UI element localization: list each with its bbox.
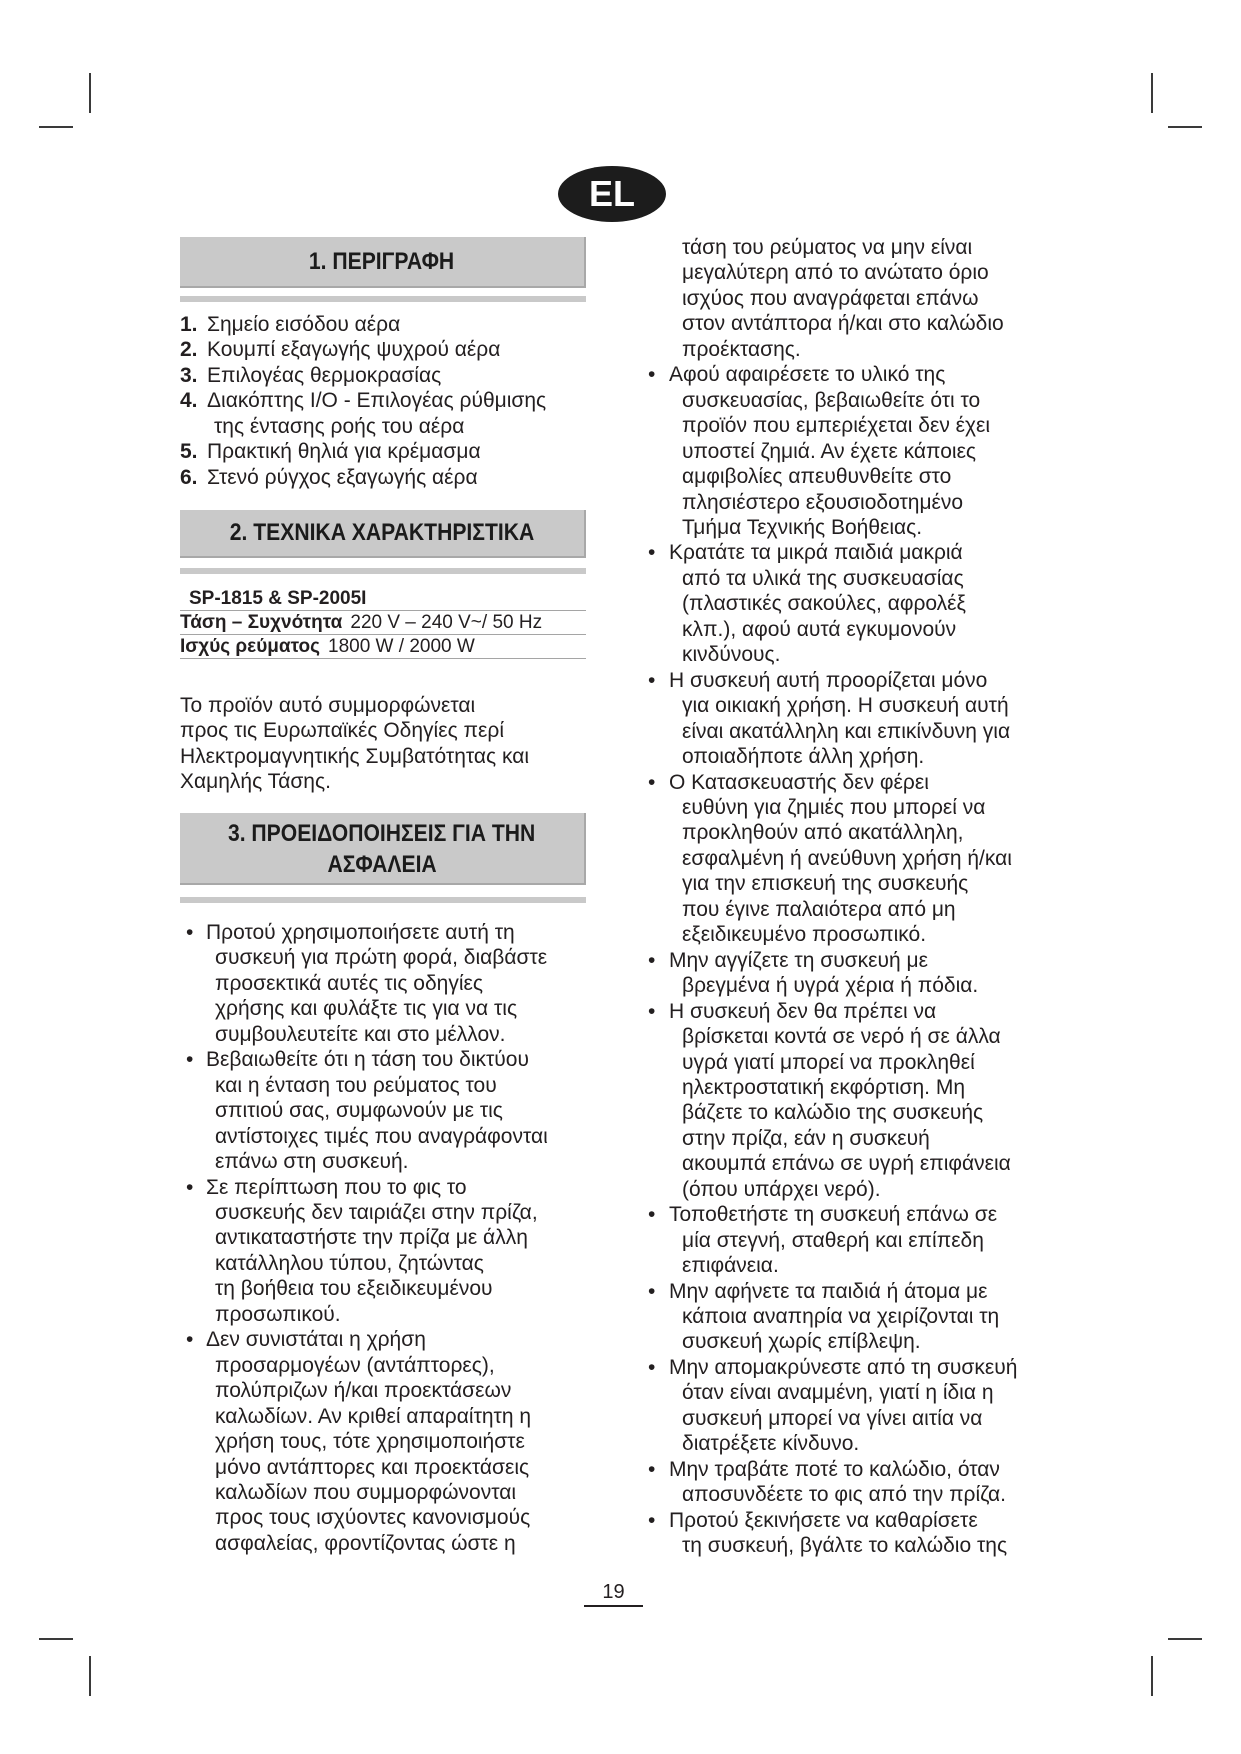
safety-bullet (648, 1457, 1017, 1508)
section-title: 2. ΤΕΧΝΙΚΑ ΧΑΡΑΚΤΗΡΙΣΤΙΚΑ (229, 519, 535, 546)
text-line: μόνο αντάπτορες και προεκτάσεις (215, 1455, 530, 1479)
text-line: μία στεγνή, σταθερή και επίπεδη (682, 1228, 984, 1252)
item-text: της έντασης ροής του αέρα (214, 414, 465, 438)
text-line: (πλαστικές σακούλες, αφρολέξ (682, 592, 966, 616)
item-text: Διακόπτης I/O - Επιλογέας ρύθμισης (207, 389, 547, 413)
section-title-line: 3. ΠΡΟΕΙΔΟΠΟΙΗΣΕΙΣ ΓΙΑ ΤΗΝ (228, 820, 536, 847)
text-line: Τμήμα Τεχνικής Βοήθειας. (682, 515, 923, 539)
text-line: • Η συσκευή αυτή προορίζεται μόνο (669, 668, 988, 692)
crop-mark-top-left-vertical (89, 73, 91, 113)
text-line: Ηλεκτρομαγνητικής Συμβατότητας και (180, 744, 530, 768)
item-number: 1. (180, 313, 198, 336)
text-line: υγρά γιατί μπορεί να προκληθεί (682, 1050, 975, 1074)
text-line: εξειδικευμένο προσωπικό. (682, 923, 927, 947)
section-header-specifications (180, 510, 586, 558)
safety-bullet (186, 1047, 548, 1174)
text-line: • Προτού χρησιμοποιήσετε αυτή τη (206, 921, 515, 944)
item-text: Επιλογέας θερμοκρασίας (207, 363, 442, 387)
safety-bullet (648, 540, 1017, 667)
item-number: 6. (180, 465, 198, 489)
section-header-description (180, 237, 586, 288)
spec-table (180, 587, 586, 659)
parts-list-item (180, 337, 546, 362)
item-text: Πρακτική θηλιά για κρέμασμα (207, 440, 481, 464)
text-line: όταν είναι αναμμένη, γιατί η ίδια η (682, 1381, 994, 1405)
crop-mark-top-left-horizontal (39, 126, 73, 128)
text-line: • Μην απομακρύνεστε από τη συσκευή (669, 1355, 1018, 1379)
page-number: 19 (584, 1580, 643, 1607)
parts-list-item (180, 312, 546, 337)
text-line: στην πρίζα, εάν η συσκευή (682, 1126, 930, 1150)
text-line: • Προτού ξεκινήσετε να καθαρίσετε (669, 1508, 978, 1532)
section-divider (180, 296, 586, 302)
safety-bullet (648, 948, 1017, 999)
text-line: • Σε περίπτωση που το φις το (206, 1175, 467, 1199)
section-divider (180, 568, 586, 574)
text-line: επιφάνεια. (682, 1254, 779, 1278)
text-line: προς τις Ευρωπαϊκές Οδηγίες περί (180, 719, 504, 743)
text-line: συσκευή χωρίς επίβλεψη. (682, 1330, 921, 1354)
text-line: μεγαλύτερη από το ανώτατο όριο (682, 261, 989, 285)
text-line: προκληθούν από ακατάλληλη, (682, 821, 964, 845)
text-line: • Μην αφήνετε τα παιδιά ή άτομα με (669, 1279, 988, 1303)
spec-model: SP-1815 & SP-2005I (180, 587, 586, 611)
text-line: ηλεκτροστατική εκφόρτιση. Μη (682, 1075, 966, 1099)
language-badge: EL (558, 166, 666, 222)
text-line: προϊόν που εμπεριέχεται δεν έχει (682, 414, 991, 438)
spec-label: Ισχύς ρεύματος (180, 636, 321, 657)
bullet-continuation (648, 235, 1017, 362)
item-number: 3. (180, 363, 198, 387)
item-text: Στενό ρύγχος εξαγωγής αέρα (207, 465, 478, 489)
text-line: συσκευής δεν ταιριάζει στην πρίζα, (215, 1200, 538, 1224)
text-line: τάση του ρεύματος να μην είναι (682, 236, 973, 259)
crop-mark-bottom-right-vertical (1151, 1656, 1153, 1696)
text-line: για οικιακή χρήση. Η συσκευή αυτή (682, 694, 1009, 718)
spec-value: 220 V – 240 V~/ 50 Hz (350, 612, 543, 633)
text-line: αντικαταστήστε την πρίζα με άλλη (215, 1226, 528, 1250)
safety-bullet (648, 1279, 1017, 1355)
parts-list (180, 312, 546, 490)
text-line: ασφαλείας, φροντίζοντας ώστε η (215, 1531, 516, 1555)
text-line: καλωδίων. Αν κριθεί απαραίτητη η (215, 1404, 532, 1428)
text-line: χρήσης και φυλάξτε τις για να τις (215, 997, 518, 1021)
text-line: τη συσκευή, βγάλτε το καλώδιο της (682, 1534, 1008, 1558)
text-line: προς τους ισχύοντες κανονισμούς (215, 1506, 531, 1530)
item-number: 4. (180, 389, 198, 413)
text-line: από τα υλικά της συσκευασίας (682, 566, 964, 590)
text-line: • Αφού αφαιρέσετε το υλικό της (669, 363, 946, 387)
safety-bullets-right (648, 235, 1017, 1559)
item-number: 2. (180, 338, 198, 362)
text-line: είναι ακατάλληλη και επικίνδυνη για (682, 719, 1011, 743)
text-line: βάζετε το καλώδιο της συσκευής (682, 1101, 984, 1125)
spec-row (180, 611, 586, 635)
item-number: 5. (180, 440, 198, 464)
text-line: • Βεβαιωθείτε ότι η τάση του δικτύου (206, 1048, 529, 1072)
safety-bullet (648, 1508, 1017, 1559)
item-text: Κουμπί εξαγωγής ψυχρού αέρα (207, 338, 501, 362)
safety-bullet (648, 1355, 1017, 1457)
safety-bullet (648, 1202, 1017, 1278)
crop-mark-bottom-left-horizontal (39, 1638, 73, 1640)
section-title-line: ΑΣΦΑΛΕΙΑ (327, 851, 437, 878)
text-line: (όπου υπάρχει νερό). (682, 1177, 881, 1201)
text-line: ακουμπά επάνω σε υγρή επιφάνεια (682, 1152, 1011, 1176)
safety-bullet (648, 362, 1017, 540)
text-line: • Ο Κατασκευαστής δεν φέρει (669, 770, 929, 794)
safety-bullet (648, 999, 1017, 1203)
text-line: ισχύος που αναγράφεται επάνω (682, 286, 979, 310)
text-line: κινδύνους. (682, 643, 781, 667)
text-line: • Κρατάτε τα μικρά παιδιά μακριά (669, 541, 963, 565)
text-line: τη βοήθεια του εξειδικευμένου (215, 1277, 493, 1301)
text-line: πολύπριζων ή/και προεκτάσεων (215, 1379, 512, 1403)
spec-label: Τάση – Συχνότητα (180, 612, 343, 633)
text-line: που έγινε παλαιότερα από μη (682, 897, 956, 921)
safety-bullet (648, 668, 1017, 770)
text-line: επάνω στη συσκευή. (215, 1150, 409, 1174)
text-line: βρίσκεται κοντά σε νερό ή σε άλλα (682, 1025, 1001, 1049)
crop-mark-top-right-horizontal (1168, 126, 1202, 128)
text-line: Χαμηλής Τάσης. (180, 770, 331, 794)
text-line: συσκευή για πρώτη φορά, διαβάστε (215, 946, 548, 970)
parts-list-item (180, 465, 546, 490)
spec-value: 1800 W / 2000 W (328, 636, 475, 657)
safety-bullet (186, 1327, 548, 1556)
section-header-safety (180, 813, 586, 885)
safety-bullet (648, 770, 1017, 948)
text-line: συσκευασίας, βεβαιωθείτε ότι το (682, 388, 981, 412)
parts-list-item (180, 439, 546, 464)
crop-mark-bottom-right-horizontal (1168, 1638, 1202, 1640)
section-title: 1. ΠΕΡΙΓΡΑΦΗ (309, 248, 455, 275)
parts-list-item (180, 388, 546, 439)
text-line: για την επισκευή της συσκευής (682, 872, 969, 896)
section-divider (180, 897, 586, 903)
text-line: κλπ.), αφού αυτά εγκυμονούν (682, 617, 957, 641)
safety-bullets-left (186, 920, 548, 1556)
text-line: και η ένταση του ρεύματος του (215, 1073, 497, 1097)
text-line: συσκευή μπορεί να γίνει αιτία να (682, 1406, 983, 1430)
text-line: διατρέξετε κίνδυνο. (682, 1432, 860, 1456)
crop-mark-bottom-left-vertical (89, 1656, 91, 1696)
text-line: αντίστοιχες τιμές που αναγράφονται (215, 1124, 548, 1148)
spec-row (180, 635, 586, 659)
text-line: προσαρμογέων (αντάπτορες), (215, 1353, 495, 1377)
text-line: υποστεί ζημιά. Αν έχετε κάποιες (682, 439, 977, 463)
text-line: χρήση τους, τότε χρησιμοποιήστε (215, 1430, 525, 1454)
text-line: εσφαλμένη ή ανεύθυνη χρήση ή/και (682, 846, 1012, 870)
text-line: αποσυνδέετε το φις από την πρίζα. (682, 1483, 1006, 1507)
text-line: συμβουλευτείτε και στο μέλλον. (215, 1022, 506, 1046)
compliance-paragraph (180, 693, 529, 795)
text-line: προσεκτικά αυτές τις οδηγίες (215, 971, 483, 995)
text-line: προσωπικού. (215, 1302, 341, 1326)
text-line: πλησιέστερο εξουσιοδοτημένο (682, 490, 964, 514)
text-line: καλωδίων που συμμορφώνονται (215, 1480, 517, 1504)
text-line: • Μην αγγίζετε τη συσκευή με (669, 948, 928, 972)
text-line: • Μην τραβάτε ποτέ το καλώδιο, όταν (669, 1457, 1000, 1481)
safety-bullet (186, 920, 548, 1047)
text-line: οποιαδήποτε άλλη χρήση. (682, 745, 925, 769)
text-line: αμφιβολίες απευθυνθείτε στο (682, 465, 952, 489)
crop-mark-top-right-vertical (1151, 73, 1153, 113)
safety-bullet (186, 1175, 548, 1328)
text-line: κατάλληλου τύπου, ζητώντας (215, 1251, 484, 1275)
text-line: στον αντάπτορα ή/και στο καλώδιο (682, 312, 1004, 336)
text-line: κάποια αναπηρία να χειρίζονται τη (682, 1305, 1000, 1329)
text-line: προέκτασης. (682, 337, 801, 361)
parts-list-item (180, 363, 546, 388)
text-line: σπιτιού σας, συμφωνούν με τις (215, 1099, 503, 1123)
text-line: • Δεν συνιστάται η χρήση (206, 1328, 426, 1352)
text-line: Το προϊόν αυτό συμμορφώνεται (180, 694, 476, 717)
text-line: • Η συσκευή δεν θα πρέπει να (669, 999, 937, 1023)
text-line: • Τοποθετήστε τη συσκευή επάνω σε (669, 1203, 998, 1227)
text-line: ευθύνη για ζημιές που μπορεί να (682, 795, 986, 819)
item-text: Σημείο εισόδου αέρα (207, 313, 401, 336)
text-line: βρεγμένα ή υγρά χέρια ή πόδια. (682, 974, 979, 998)
